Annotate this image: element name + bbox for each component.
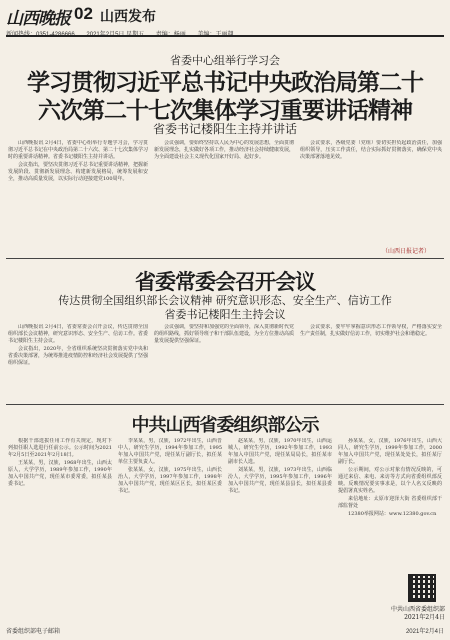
article2-paragraph: 会议强调，要坚持和加强党的全面领导，深入贯彻新时代党的组织路线，抓好领导班子和干部队伍建设，为全方位推动高质量发展提供坚强保证。 xyxy=(154,324,294,344)
article3-headline: 中共山西省委组织部公示 xyxy=(131,415,319,436)
article3-paragraph: 张某某，女，汉族，1975年出生，山西长治人，大学学历，1997年参加工作，1998年加入中国共产党，现任某区区长，拟任某区委书记。 xyxy=(118,467,222,494)
divider xyxy=(6,258,444,259)
footer-left: 省委组织部电子邮箱 xyxy=(6,629,61,635)
article1-source: （山西日报记者） xyxy=(382,248,431,255)
article3-column-1 xyxy=(8,438,112,620)
article2-paragraph: 山西晚报讯 2月4日，省委常委会召开会议，传达贯彻全国组织部长会议精神，研究意识形态、安全生产、信访工作。省委书记楼阳生主持会议。 xyxy=(8,324,148,344)
article3-paragraph: 赵某某，男，汉族，1970年出生，山西运城人，研究生学历，1992年参加工作，1993年加入中国共产党，现任某局局长，拟任某市副市长人选。 xyxy=(228,438,332,465)
article1-column-3 xyxy=(300,140,442,244)
article3-paragraph: 王某某，男，汉族，1968年出生，山西太原人，大学学历，1989年参加工作，1990年加入中国共产党，现任某市委常委，拟任某县委书记。 xyxy=(8,460,112,487)
article2-subhead-line2: 省委书记楼阳生主持会议 xyxy=(164,308,286,321)
article3-column-3 xyxy=(228,438,332,620)
section-title: 山西发布 xyxy=(100,9,156,25)
divider xyxy=(6,404,444,405)
article1-subhead: 省委书记楼阳生主持并讲话 xyxy=(152,122,297,136)
qr-code-icon xyxy=(408,574,436,602)
masthead xyxy=(6,4,444,29)
article1-paragraph: 会议指出，要坚决贯彻习近平总书记重要讲话精神，把握新发展阶段、贯彻新发展理念、构建新发展格局，统筹发展和安全，推动高质量发展，以实际行动迎接建党100周年。 xyxy=(8,162,148,182)
article3-paragraph: 刘某某，男，汉族，1973年出生，山西临汾人，大学学历，1995年参加工作，1996年加入中国共产党，现任某县县长，拟任某县委书记。 xyxy=(228,467,332,494)
article1-column-1 xyxy=(8,140,148,248)
masthead-rule xyxy=(6,35,444,37)
article3-column-2 xyxy=(118,438,222,620)
article2-column-2 xyxy=(154,324,294,400)
article1-kicker: 省委中心组举行学习会 xyxy=(170,54,280,67)
article2-column-1 xyxy=(8,324,148,400)
article3-paragraph: 根据干部选拔任用工作有关规定，现对下列拟任职人选进行任前公示。公示时间为2021年2月5日至2021年2月18日。 xyxy=(8,438,112,458)
article2-headline: 省委常委会召开会议 xyxy=(135,270,315,294)
page-number: 02 xyxy=(74,4,93,23)
article1-column-2 xyxy=(154,140,294,248)
article3-paragraph: 孙某某，女，汉族，1976年出生，山西大同人，研究生学历，1999年参加工作，2000年加入中国共产党，现任某处处长，拟任某厅副厅长。 xyxy=(338,438,442,465)
article3-signature-date: 2021年2月4日 xyxy=(404,614,445,621)
article1-headline-line1: 学习贯彻习近平总书记中央政治局第二十 xyxy=(27,70,423,96)
article3-contact: 来信地址：太原市迎泽大街 省委组织部干部监督处 xyxy=(338,496,442,509)
article1-paragraph: 山西晚报讯 2月4日，省委中心组举行专题学习会，学习贯彻习近平总书记在中央政治局第二十六次、第二十七次集体学习时的重要讲话精神。省委书记楼阳生主持并讲话。 xyxy=(8,140,148,160)
article3-phone: 12380举报网站：www.12380.gov.cn xyxy=(348,511,437,517)
article3-paragraph: 李某某，男，汉族，1972年出生，山西晋中人，研究生学历，1994年参加工作，1995年加入中国共产党，现任某厅副厅长，拟任某单位主要负责人。 xyxy=(118,438,222,465)
article2-subhead-line1: 传达贯彻全国组织部长会议精神 研究意识形态、安全生产、信访工作 xyxy=(58,294,392,307)
article3-column-4 xyxy=(338,438,442,570)
footer-right: 2021年2月4日 xyxy=(405,629,444,635)
newspaper-logo: 山西晚报 xyxy=(6,9,70,29)
article1-paragraph: 会议强调，要始终坚持以人民为中心的发展思想，全面贯彻新发展理念，扎实做好各项工作，推动经济社会持续健康发展，为全面建设社会主义现代化国家开好局、起好步。 xyxy=(154,140,294,160)
article3-signature-org: 中共山西省委组织部 xyxy=(390,606,445,613)
article2-column-3 xyxy=(300,324,442,400)
page-footer xyxy=(6,626,444,635)
article1-paragraph: 会议要求，各级党委（党组）要切实担负起政治责任，加强组织领导，压实工作责任，结合实际抓好贯彻落实，确保党中央决策部署落地见效。 xyxy=(300,140,442,160)
article1-headline-line2: 六次第二十七次集体学习重要讲话精神 xyxy=(38,98,412,124)
article3-signature xyxy=(375,606,445,622)
article2-paragraph: 会议要求，要牢牢掌握意识形态工作领导权，严格落实安全生产责任制，扎实做好信访工作，切实维护社会和谐稳定。 xyxy=(300,324,442,337)
article2-paragraph: 会议指出，2020年，全省组织系统坚决贯彻落实党中央和省委决策部署，为统筹推进疫情防控和经济社会发展提供了坚强组织保证。 xyxy=(8,346,148,366)
article3-paragraph: 公示期间，对公示对象有情况反映的，可通过来信、来电、来访等方式向省委组织部反映。反映情况要实事求是，以个人名义反映的提倡署真实姓名。 xyxy=(338,467,442,494)
